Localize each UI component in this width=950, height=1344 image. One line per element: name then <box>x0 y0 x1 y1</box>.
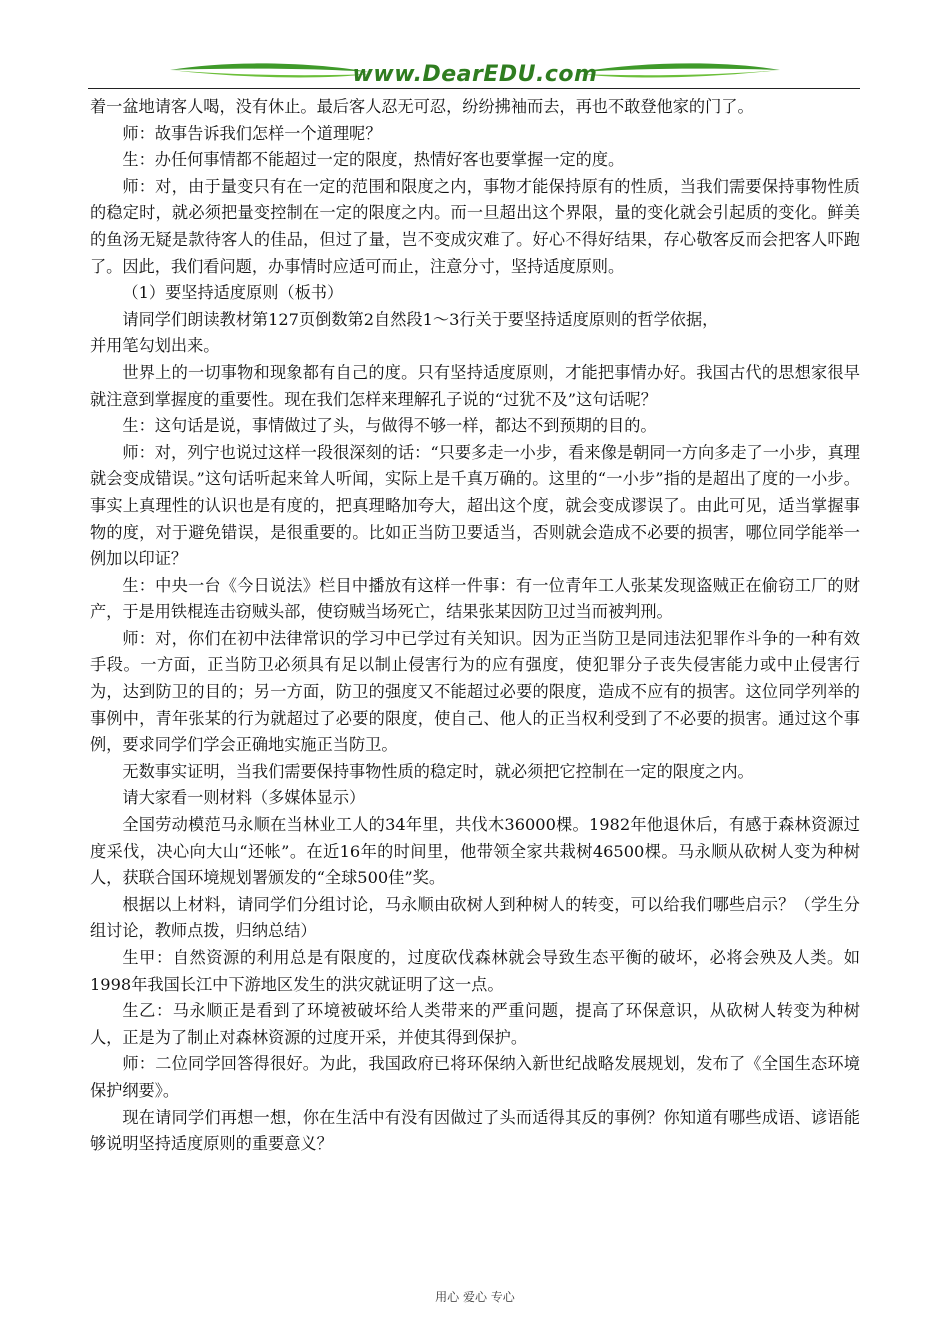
paragraph: 师：故事告诉我们怎样一个道理呢？ <box>122 123 382 143</box>
paragraph: 请同学们朗读教材第127页倒数第2自然段1～3行关于要坚持适度原则的哲学依据， <box>122 309 719 329</box>
paragraph: 生甲：自然资源的利用总是有限度的，过度砍伐森林就会导致生态平衡的破坏，必将会殃及人类。如1998年我国长江中下游地区发生的洪灾就证明了这一点。 <box>90 948 860 994</box>
paragraph: 全国劳动模范马永顺在当林业工人的34年里，共伐木36000棵。1982年他退休后，有感于森林资源过度采伐，决心向大山“还帐”。在近16年的时间里，他带领全家共栽树46500棵。马永顺从砍树人变为种树人，获联合国环境规划署颁发的“全球500佳”奖。 <box>90 815 860 888</box>
paragraph: 师：对，列宁也说过这样一段很深刻的话：“只要多走一小步，看来像是朝同一方向多走了一小步，真理就会变成错误。”这句话听起来耸人听闻，实际上是千真万确的。这里的“一小步”指的是超出了度的一小步。事实上真理性的认识也是有度的，把真理略加夸大，超出这个度，就会变成谬误了。由此可见，适当掌握事物的度，对于避免错误，是很重要的。比如正当防卫要适当，否则就会造成不必要的损害，哪位同学能举一例加以印证？ <box>90 442 860 569</box>
paragraph: 师：二位同学回答得很好。为此，我国政府已将环保纳入新世纪战略发展规划，发布了《全国生态环境保护纲要》。 <box>90 1054 860 1100</box>
paragraph: 并用笔勾划出来。 <box>90 336 220 356</box>
header-divider <box>88 88 860 89</box>
paragraph: 生：中央一台《今日说法》栏目中播放有这样一件事：有一位青年工人张某发现盗贼正在偷窃工厂的财产，于是用铁棍连击窃贼头部，使窃贼当场死亡，结果张某因防卫过当而被判刑。 <box>90 575 860 622</box>
paragraph: 生：这句话是说，事情做过了头，与做得不够一样，都达不到预期的目的。 <box>122 416 657 436</box>
paragraph: 师：对，由于量变只有在一定的范围和限度之内，事物才能保持原有的性质，当我们需要保持事物性质的稳定时，就必须把量变控制在一定的限度之内。而一旦超出这个界限，量的变化就会引起质的变化。鲜美的鱼汤无疑是款待客人的佳品，但过了量，岂不变成灾难了。好心不得好结果，存心敬客反而会把客人吓跑了。因此，我们看问题，办事情时应适可而止，注意分寸，坚持适度原则。 <box>90 176 860 276</box>
paragraph: 生：办任何事情都不能超过一定的限度，热情好客也要掌握一定的度。 <box>122 150 625 170</box>
paragraph: 现在请同学们再想一想，你在生活中有没有因做过了头而适得其反的事例？你知道有哪些成语、谚语能够说明坚持适度原则的重要意义？ <box>90 1107 860 1154</box>
paragraph: 世界上的一切事物和现象都有自己的度。只有坚持适度原则，才能把事情办好。我国古代的思想家很早就注意到掌握度的重要性。现在我们怎样来理解孔子说的“过犹不及”这句话呢？ <box>90 362 860 409</box>
section-heading: （1）要坚持适度原则（板书） <box>122 283 344 303</box>
paragraph: 着一盆地请客人喝，没有休止。最后客人忍无可忍，纷纷拂袖而去，再也不敢登他家的门了。 <box>90 97 754 116</box>
paragraph: 生乙：马永顺正是看到了环境被破坏给人类带来的严重问题，提高了环保意识，从砍树人转变为种树人，正是为了制止对森林资源的过度开采，并使其得到保护。 <box>90 1001 860 1047</box>
page-footer: 用心 爱心 专心 <box>435 1290 515 1304</box>
paragraph: 无数事实证明，当我们需要保持事物性质的稳定时，就必须把它控制在一定的限度之内。 <box>122 761 754 781</box>
paragraph: 根据以上材料，请同学们分组讨论，马永顺由砍树人到种树人的转变，可以给我们哪些启示？（学生分组讨论，教师点拨，归纳总结） <box>90 894 860 941</box>
document-body <box>90 94 860 1158</box>
paragraph: 请大家看一则材料（多媒体显示） <box>122 788 366 808</box>
paragraph: 师：对，你们在初中法律常识的学习中已学过有关知识。因为正当防卫是同违法犯罪作斗争的一种有效手段。一方面，正当防卫必须具有足以制止侵害行为的应有强度，使犯罪分子丧失侵害能力或中止侵害行为，达到防卫的目的；另一方面，防卫的强度又不能超过必要的限度，造成不应有的损害。这位同学列举的事例中，青年张某的行为就超过了必要的限度，使自己、他人的正当权利受到了不必要的损害。通过这个事例，要求同学们学会正确地实施正当防卫。 <box>90 628 860 755</box>
site-url[interactable]: www.DearEDU.com <box>352 62 598 87</box>
page-header <box>0 0 950 96</box>
